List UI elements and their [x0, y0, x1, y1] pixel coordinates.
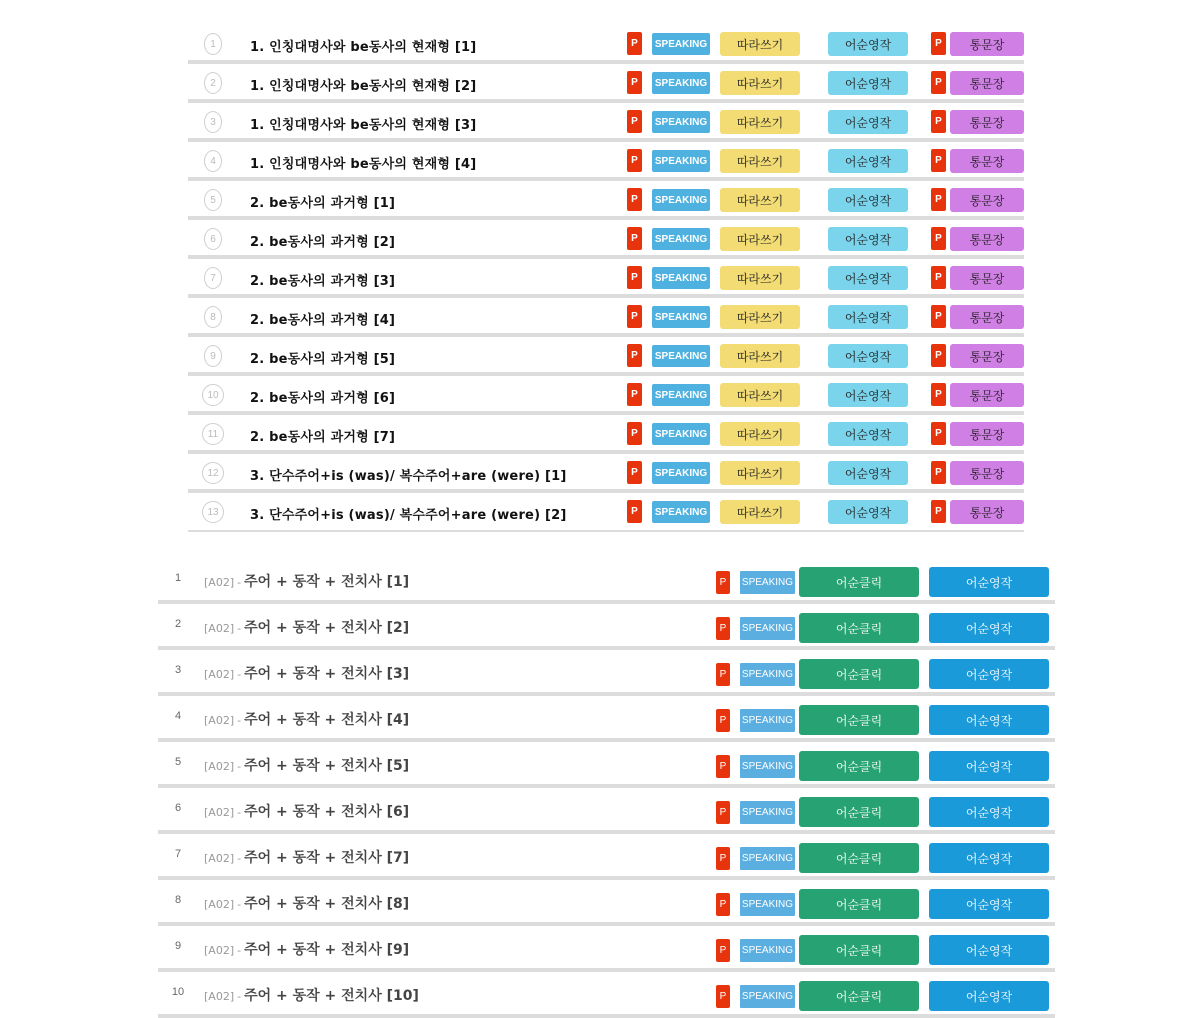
lesson-name: 주어 + 동작 + 전치사 [3] [244, 666, 410, 682]
lesson-title[interactable] [204, 617, 409, 637]
speaking-button[interactable]: SPEAKING [652, 189, 710, 211]
lesson-title[interactable] [204, 801, 409, 821]
eosun-yeongjak-button[interactable]: 어순영작 [929, 843, 1049, 873]
lesson-title[interactable]: 3. 단수주어+is (was)/ 복수주어+are (were) [2] [250, 508, 567, 523]
lesson-code: [A02] [204, 806, 235, 819]
row-number: 3 [174, 664, 182, 676]
lesson-title[interactable] [204, 847, 409, 867]
ppt-icon[interactable]: P [627, 383, 642, 406]
tong-munjang-button[interactable]: 통문장 [950, 461, 1024, 485]
ppt-icon[interactable]: P [931, 110, 946, 133]
ppt-icon[interactable]: P [627, 422, 642, 445]
ppt-icon[interactable]: P [716, 893, 730, 916]
tong-munjang-button[interactable]: 통문장 [950, 32, 1024, 56]
title-separator: - [237, 944, 242, 957]
lesson-title[interactable] [204, 893, 409, 913]
eosun-click-button[interactable]: 어순클릭 [799, 751, 919, 781]
lesson-row [188, 493, 1024, 532]
row-number: 9 [174, 940, 182, 952]
eosun-yeongjak-button[interactable]: 어순영작 [828, 422, 908, 446]
ppt-icon[interactable]: P [716, 939, 730, 962]
tong-munjang-button[interactable]: 통문장 [950, 344, 1024, 368]
ppt-icon[interactable]: P [716, 801, 730, 824]
eosun-yeongjak-button[interactable]: 어순영작 [828, 149, 908, 173]
eosun-yeongjak-button[interactable]: 어순영작 [929, 797, 1049, 827]
lesson-row [158, 650, 1055, 696]
tong-munjang-button[interactable]: 통문장 [950, 383, 1024, 407]
speaking-button[interactable]: SPEAKING [652, 111, 710, 133]
tong-munjang-button[interactable]: 통문장 [950, 71, 1024, 95]
lesson-code: [A02] [204, 990, 235, 1003]
ttara-sseugi-button[interactable]: 따라쓰기 [720, 344, 800, 368]
ppt-icon[interactable]: P [716, 985, 730, 1008]
lesson-row [188, 298, 1024, 337]
speaking-button[interactable]: SPEAKING [652, 150, 710, 172]
lesson-title[interactable]: 1. 인칭대명사와 be동사의 현재형 [3] [250, 118, 477, 133]
ttara-sseugi-button[interactable]: 따라쓰기 [720, 149, 800, 173]
speaking-button[interactable]: SPEAKING [740, 939, 795, 962]
speaking-button[interactable]: SPEAKING [652, 33, 710, 55]
row-number: 5 [174, 756, 182, 768]
tong-munjang-button[interactable]: 통문장 [950, 227, 1024, 251]
lesson-title[interactable] [204, 663, 409, 683]
speaking-button[interactable]: SPEAKING [740, 755, 795, 778]
lesson-title[interactable]: 1. 인칭대명사와 be동사의 현재형 [4] [250, 157, 477, 172]
ppt-icon[interactable]: P [716, 847, 730, 870]
speaking-button[interactable]: SPEAKING [652, 267, 710, 289]
lesson-row [158, 742, 1055, 788]
row-number: 5 [204, 189, 222, 211]
eosun-yeongjak-button[interactable]: 어순영작 [929, 751, 1049, 781]
lesson-name: 주어 + 동작 + 전치사 [1] [244, 574, 410, 590]
lesson-code: [A02] [204, 852, 235, 865]
ppt-icon[interactable]: P [627, 32, 642, 55]
lesson-list-2 [158, 558, 1055, 1018]
lesson-row [188, 454, 1024, 493]
row-number: 7 [204, 267, 222, 289]
title-separator: - [237, 852, 242, 865]
title-separator: - [237, 714, 242, 727]
eosun-click-button[interactable]: 어순클릭 [799, 843, 919, 873]
speaking-button[interactable]: SPEAKING [652, 72, 710, 94]
speaking-button[interactable]: SPEAKING [740, 847, 795, 870]
lesson-row [188, 103, 1024, 142]
row-number: 4 [174, 710, 182, 722]
lesson-row [188, 376, 1024, 415]
lesson-name: 주어 + 동작 + 전치사 [2] [244, 620, 410, 636]
lesson-title[interactable]: 2. be동사의 과거형 [1] [250, 196, 396, 211]
lesson-row [188, 181, 1024, 220]
lesson-row [188, 415, 1024, 454]
ttara-sseugi-button[interactable]: 따라쓰기 [720, 305, 800, 329]
speaking-button[interactable]: SPEAKING [740, 709, 795, 732]
ppt-icon[interactable]: P [716, 709, 730, 732]
title-separator: - [237, 622, 242, 635]
ppt-icon[interactable]: P [931, 188, 946, 211]
eosun-yeongjak-button[interactable]: 어순영작 [828, 110, 908, 134]
row-number: 1 [204, 33, 222, 55]
speaking-button[interactable]: SPEAKING [740, 893, 795, 916]
lesson-code: [A02] [204, 668, 235, 681]
row-number: 9 [204, 345, 222, 367]
speaking-button[interactable]: SPEAKING [652, 501, 710, 523]
lesson-row [158, 696, 1055, 742]
row-number: 7 [174, 848, 182, 860]
lesson-row [158, 558, 1055, 604]
row-number: 6 [204, 228, 222, 250]
lesson-name: 주어 + 동작 + 전치사 [4] [244, 712, 410, 728]
eosun-click-button[interactable]: 어순클릭 [799, 889, 919, 919]
ppt-icon[interactable]: P [627, 266, 642, 289]
lesson-title[interactable] [204, 571, 409, 591]
tong-munjang-button[interactable]: 통문장 [950, 266, 1024, 290]
lesson-row [158, 788, 1055, 834]
eosun-click-button[interactable]: 어순클릭 [799, 567, 919, 597]
ppt-icon[interactable]: P [627, 500, 642, 523]
ttara-sseugi-button[interactable]: 따라쓰기 [720, 227, 800, 251]
ppt-icon[interactable]: P [627, 344, 642, 367]
ppt-icon[interactable]: P [716, 617, 730, 640]
lesson-title[interactable] [204, 755, 409, 775]
tong-munjang-button[interactable]: 통문장 [950, 149, 1024, 173]
ppt-icon[interactable]: P [931, 500, 946, 523]
row-number: 6 [174, 802, 182, 814]
lesson-row [158, 972, 1055, 1018]
ttara-sseugi-button[interactable]: 따라쓰기 [720, 500, 800, 524]
speaking-button[interactable]: SPEAKING [740, 801, 795, 824]
lesson-row [158, 834, 1055, 880]
lesson-name: 주어 + 동작 + 전치사 [7] [244, 850, 410, 866]
eosun-yeongjak-button[interactable]: 어순영작 [929, 981, 1049, 1011]
lesson-row [158, 880, 1055, 926]
row-number: 4 [204, 150, 222, 172]
ttara-sseugi-button[interactable]: 따라쓰기 [720, 422, 800, 446]
lesson-title[interactable] [204, 985, 419, 1005]
lesson-title[interactable]: 1. 인칭대명사와 be동사의 현재형 [2] [250, 79, 477, 94]
lesson-name: 주어 + 동작 + 전치사 [6] [244, 804, 410, 820]
ttara-sseugi-button[interactable]: 따라쓰기 [720, 188, 800, 212]
row-number: 8 [174, 894, 182, 906]
eosun-click-button[interactable]: 어순클릭 [799, 935, 919, 965]
lesson-title[interactable] [204, 939, 409, 959]
row-number: 12 [202, 462, 224, 484]
row-number: 3 [204, 111, 222, 133]
eosun-yeongjak-button[interactable]: 어순영작 [929, 659, 1049, 689]
ppt-icon[interactable]: P [931, 149, 946, 172]
ppt-icon[interactable]: P [931, 344, 946, 367]
row-number: 1 [174, 572, 182, 584]
eosun-yeongjak-button[interactable]: 어순영작 [828, 266, 908, 290]
title-separator: - [237, 668, 242, 681]
lesson-name: 주어 + 동작 + 전치사 [5] [244, 758, 410, 774]
ttara-sseugi-button[interactable]: 따라쓰기 [720, 110, 800, 134]
speaking-button[interactable]: SPEAKING [740, 617, 795, 640]
ttara-sseugi-button[interactable]: 따라쓰기 [720, 32, 800, 56]
eosun-click-button[interactable]: 어순클릭 [799, 613, 919, 643]
lesson-row [188, 220, 1024, 259]
lesson-title[interactable]: 3. 단수주어+is (was)/ 복수주어+are (were) [1] [250, 469, 567, 484]
speaking-button[interactable]: SPEAKING [740, 663, 795, 686]
tong-munjang-button[interactable]: 통문장 [950, 305, 1024, 329]
ppt-icon[interactable]: P [931, 422, 946, 445]
lesson-row [188, 142, 1024, 181]
lesson-row [188, 337, 1024, 376]
lesson-code: [A02] [204, 760, 235, 773]
ppt-icon[interactable]: P [931, 71, 946, 94]
eosun-click-button[interactable]: 어순클릭 [799, 705, 919, 735]
eosun-yeongjak-button[interactable]: 어순영작 [828, 344, 908, 368]
ppt-icon[interactable]: P [716, 755, 730, 778]
lesson-title[interactable]: 2. be동사의 과거형 [3] [250, 274, 396, 289]
eosun-yeongjak-button[interactable]: 어순영작 [929, 935, 1049, 965]
ttara-sseugi-button[interactable]: 따라쓰기 [720, 383, 800, 407]
lesson-title[interactable]: 2. be동사의 과거형 [2] [250, 235, 396, 250]
tong-munjang-button[interactable]: 통문장 [950, 422, 1024, 446]
ppt-icon[interactable]: P [627, 461, 642, 484]
ppt-icon[interactable]: P [931, 305, 946, 328]
speaking-button[interactable]: SPEAKING [652, 423, 710, 445]
eosun-yeongjak-button[interactable]: 어순영작 [929, 613, 1049, 643]
tong-munjang-button[interactable]: 통문장 [950, 110, 1024, 134]
title-separator: - [237, 898, 242, 911]
ppt-icon[interactable]: P [627, 305, 642, 328]
title-separator: - [237, 990, 242, 1003]
row-number: 10 [202, 384, 224, 406]
eosun-yeongjak-button[interactable]: 어순영작 [929, 889, 1049, 919]
row-number: 10 [171, 986, 185, 998]
eosun-yeongjak-button[interactable]: 어순영작 [828, 500, 908, 524]
ppt-icon[interactable]: P [627, 71, 642, 94]
lesson-code: [A02] [204, 622, 235, 635]
eosun-yeongjak-button[interactable]: 어순영작 [929, 705, 1049, 735]
lesson-title[interactable]: 1. 인칭대명사와 be동사의 현재형 [1] [250, 40, 477, 55]
lesson-list-1 [188, 25, 1024, 532]
title-separator: - [237, 576, 242, 589]
lesson-code: [A02] [204, 944, 235, 957]
eosun-yeongjak-button[interactable]: 어순영작 [828, 227, 908, 251]
ppt-icon[interactable]: P [931, 32, 946, 55]
eosun-yeongjak-button[interactable]: 어순영작 [828, 32, 908, 56]
speaking-button[interactable]: SPEAKING [740, 571, 795, 594]
row-number: 13 [202, 501, 224, 523]
ppt-icon[interactable]: P [716, 663, 730, 686]
lesson-title[interactable]: 2. be동사의 과거형 [7] [250, 430, 396, 445]
eosun-click-button[interactable]: 어순클릭 [799, 981, 919, 1011]
speaking-button[interactable]: SPEAKING [652, 462, 710, 484]
eosun-click-button[interactable]: 어순클릭 [799, 659, 919, 689]
row-number: 2 [174, 618, 182, 630]
ppt-icon[interactable]: P [931, 227, 946, 250]
lesson-row [188, 259, 1024, 298]
lesson-code: [A02] [204, 576, 235, 589]
speaking-button[interactable]: SPEAKING [652, 345, 710, 367]
lesson-row [158, 604, 1055, 650]
lesson-row [158, 926, 1055, 972]
ppt-icon[interactable]: P [931, 266, 946, 289]
ppt-icon[interactable]: P [931, 461, 946, 484]
speaking-button[interactable]: SPEAKING [652, 384, 710, 406]
title-separator: - [237, 760, 242, 773]
speaking-button[interactable]: SPEAKING [652, 306, 710, 328]
eosun-yeongjak-button[interactable]: 어순영작 [828, 71, 908, 95]
lesson-row [188, 25, 1024, 64]
lesson-title[interactable]: 2. be동사의 과거형 [6] [250, 391, 396, 406]
ppt-icon[interactable]: P [627, 149, 642, 172]
ppt-icon[interactable]: P [627, 110, 642, 133]
lesson-title[interactable]: 2. be동사의 과거형 [4] [250, 313, 396, 328]
ppt-icon[interactable]: P [931, 383, 946, 406]
tong-munjang-button[interactable]: 통문장 [950, 500, 1024, 524]
ttara-sseugi-button[interactable]: 따라쓰기 [720, 461, 800, 485]
lesson-name: 주어 + 동작 + 전치사 [9] [244, 942, 410, 958]
ttara-sseugi-button[interactable]: 따라쓰기 [720, 266, 800, 290]
ttara-sseugi-button[interactable]: 따라쓰기 [720, 71, 800, 95]
eosun-yeongjak-button[interactable]: 어순영작 [828, 305, 908, 329]
eosun-yeongjak-button[interactable]: 어순영작 [828, 188, 908, 212]
tong-munjang-button[interactable]: 통문장 [950, 188, 1024, 212]
speaking-button[interactable]: SPEAKING [740, 985, 795, 1008]
row-number: 11 [202, 423, 224, 445]
lesson-name: 주어 + 동작 + 전치사 [8] [244, 896, 410, 912]
title-separator: - [237, 806, 242, 819]
ppt-icon[interactable]: P [716, 571, 730, 594]
speaking-button[interactable]: SPEAKING [652, 228, 710, 250]
eosun-yeongjak-button[interactable]: 어순영작 [828, 461, 908, 485]
row-number: 8 [204, 306, 222, 328]
ppt-icon[interactable]: P [627, 188, 642, 211]
lesson-code: [A02] [204, 714, 235, 727]
eosun-yeongjak-button[interactable]: 어순영작 [929, 567, 1049, 597]
lesson-row [188, 64, 1024, 103]
eosun-yeongjak-button[interactable]: 어순영작 [828, 383, 908, 407]
lesson-title[interactable]: 2. be동사의 과거형 [5] [250, 352, 396, 367]
lesson-code: [A02] [204, 898, 235, 911]
eosun-click-button[interactable]: 어순클릭 [799, 797, 919, 827]
lesson-name: 주어 + 동작 + 전치사 [10] [244, 988, 419, 1004]
ppt-icon[interactable]: P [627, 227, 642, 250]
lesson-title[interactable] [204, 709, 409, 729]
row-number: 2 [204, 72, 222, 94]
